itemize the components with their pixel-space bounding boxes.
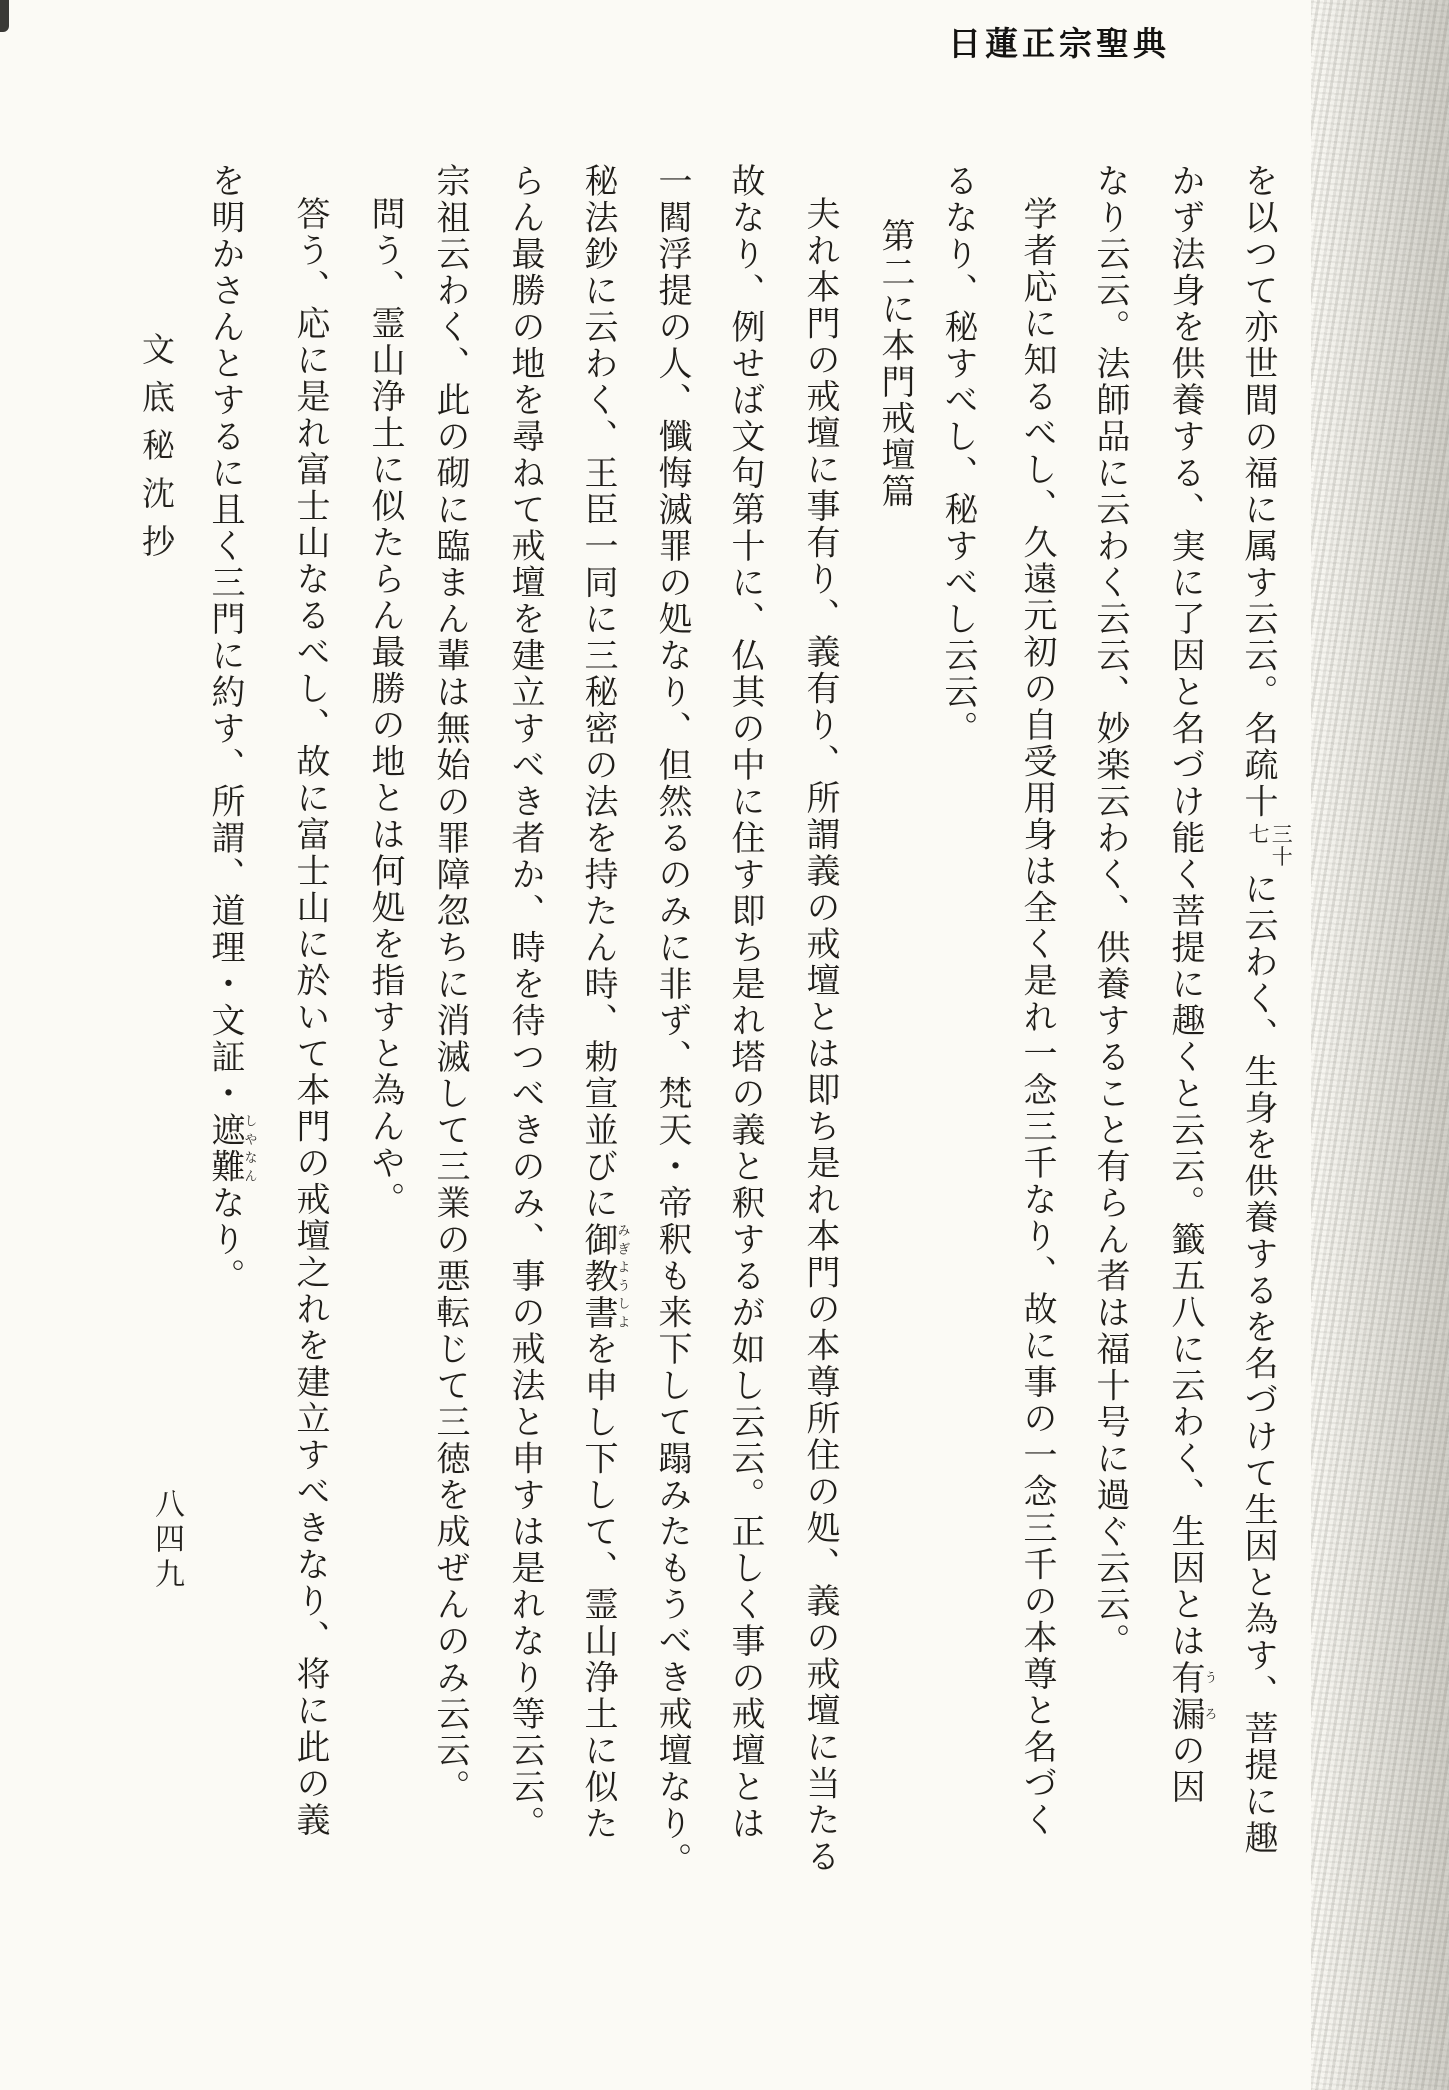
- furigana-term: 有漏うろ: [1165, 1659, 1217, 1733]
- text-column-7: 夫れ本門の戒壇に事有り、義有り、所謂義の戒壇とは即ち是れ本門の本尊所住の処、義の戒壇に当たる: [800, 196, 840, 1875]
- text-column-4: 学者応に知るべし、久遠元初の自受用身は全く是れ一念三千なり、故に事の一念三千の本尊と名づく: [1017, 196, 1057, 1839]
- scan-noise-edge: [1311, 0, 1449, 2090]
- margin-work-title: 文底秘沈抄: [137, 332, 176, 572]
- text-column-13: 問う、霊山浄土に似たらん最勝の地とは何処を指すと為んや。: [365, 196, 405, 1218]
- text-column-3: なり云云。法師品に云わく云云、妙楽云わく、供養すること有らん者は福十号に過ぐ云云。: [1090, 163, 1130, 1660]
- text-column-2: かず法身を供養する、実に了因と名づけ能く菩提に趣くと云云。籤五八に云わく、生因とは有漏うろの因: [1165, 163, 1217, 1806]
- furigana-term: 遮難しやなん: [205, 1112, 257, 1185]
- section-heading-column: 第二に本門戒壇篇: [875, 218, 915, 510]
- text-column-5: るなり、秘すべし、秘すべし云云。: [938, 163, 978, 747]
- text-column-14: 答う、応に是れ富士山なるべし、故に富士山に於いて本門の戒壇之れを建立すべきなり、将に此の義: [290, 196, 330, 1839]
- warichu-citation-note: 三十 七: [1246, 823, 1294, 868]
- text-column-1: を以つて亦世間の福に属す云云。名疏十 三十 七 に云わく、生身を供養するを名づけて生因と為す、菩提に趣: [1238, 163, 1294, 1857]
- scan-corner-artifact: [0, 0, 9, 32]
- text-column-8: 故なり、例せば文句第十に、仏其の中に住す即ち是れ塔の義と釈するが如し云云。正しく事の戒壇とは: [725, 163, 765, 1842]
- text-column-11: らん最勝の地を尋ねて戒壇を建立すべき者か、時を待つべきのみ、事の戒法と申すは是れなり等云云。: [505, 163, 545, 1842]
- book-header-title: 日蓮正宗聖典: [948, 24, 1170, 63]
- text-column-10: 秘法鈔に云わく、王臣一同に三秘密の法を持たん時、勅宣並びに御教書みぎようしよを申し下して、霊山浄土に似た: [578, 163, 630, 1842]
- text-column-9: 一閻浮提の人、懺悔滅罪の処なり、但然るのみに非ず、梵天・帝釈も来下して蹋みたもうべき戒壇なり。: [652, 163, 692, 1879]
- text-column-12: 宗祖云わく、此の砌に臨まん輩は無始の罪障忽ちに消滅して三業の悪転じて三徳を成ぜんのみ云云。: [430, 163, 470, 1806]
- page-number: 八四九: [149, 1488, 184, 1593]
- furigana-term: 御教書みぎようしよ: [578, 1221, 630, 1331]
- text-column-15: を明かさんとするに且く三門に約す、所謂、道理・文証・遮難しやなんなり。: [205, 163, 257, 1295]
